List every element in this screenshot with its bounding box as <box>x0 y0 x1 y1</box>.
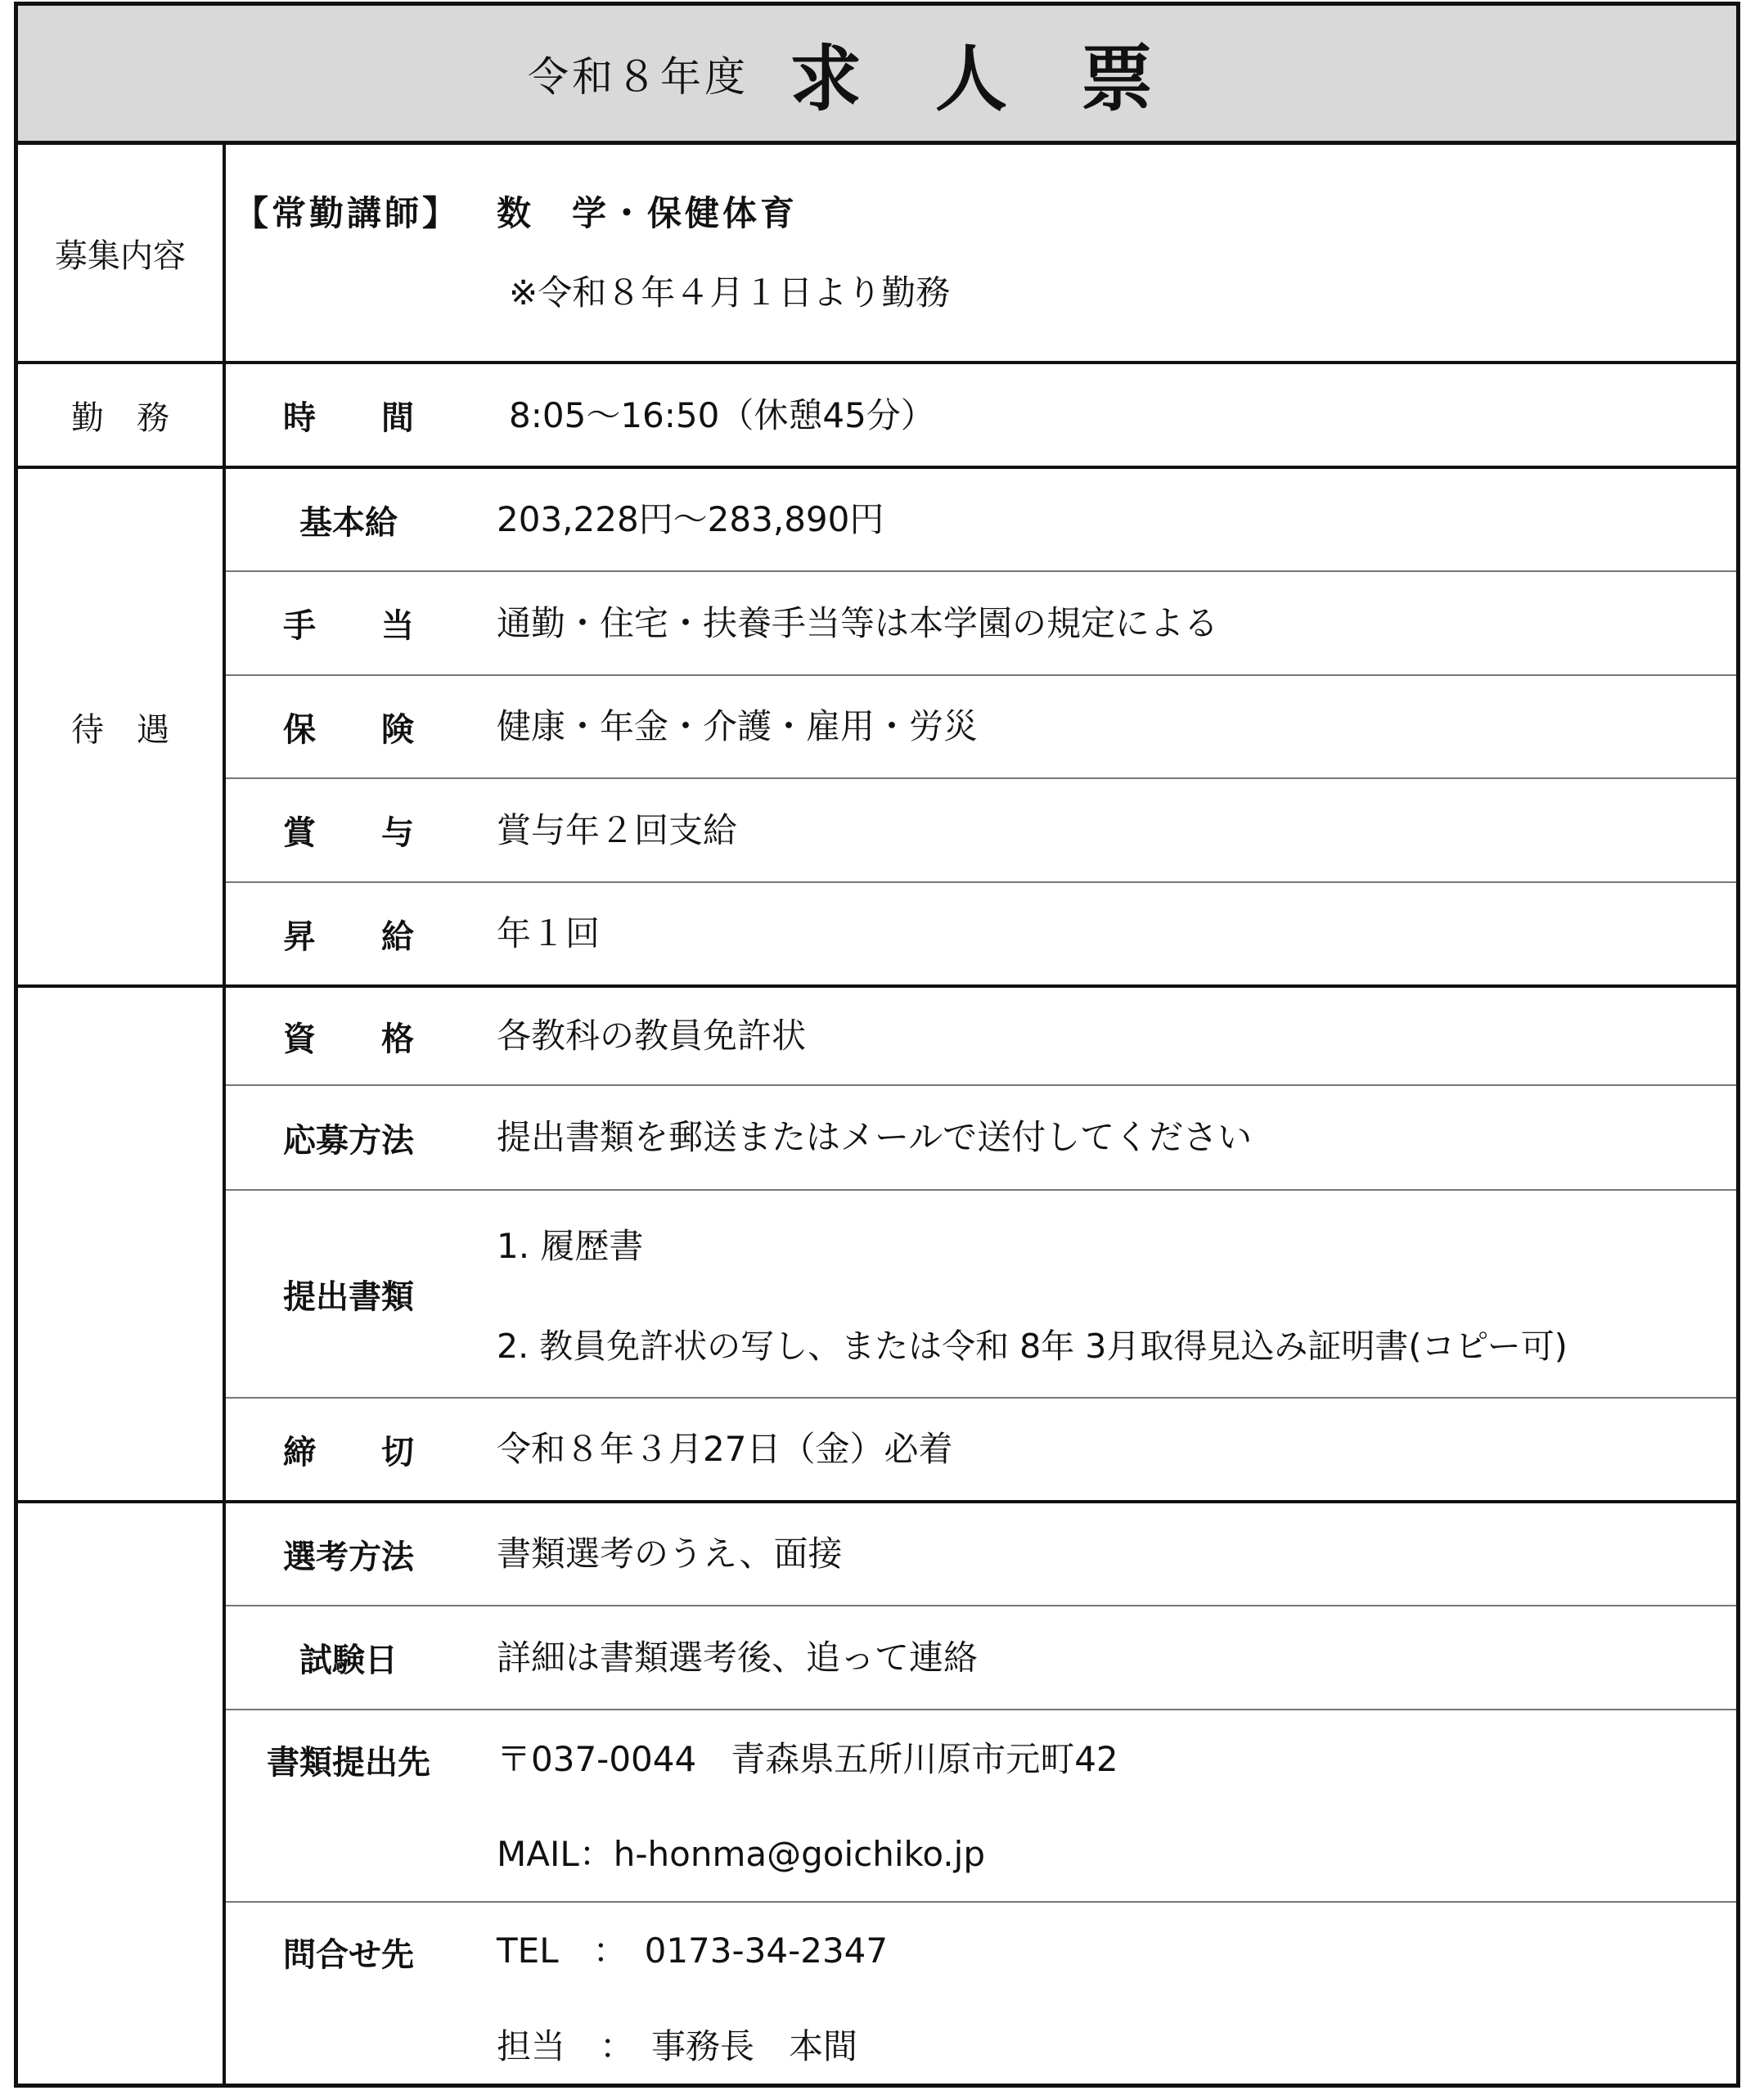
base-salary-value: 203,228円～283,890円 <box>497 499 884 539</box>
apply-method-value: 提出書類を郵送またはメールで送付してください <box>497 1117 1253 1157</box>
document-item: 1. 履歴書 <box>497 1226 644 1266</box>
deadline-label: 締 切 <box>283 1433 414 1471</box>
bonus-value: 賞与年２回支給 <box>497 810 738 850</box>
submit-address: 〒037-0044 青森県五所川原市元町42 <box>497 1739 1118 1779</box>
document-item: 2. 教員免許状の写し、または令和 8年 3月取得見込み証明書(コピー可) <box>497 1327 1568 1366</box>
exam-date-value: 詳細は書類選考後、追って連絡 <box>497 1638 979 1678</box>
insurance-value: 健康・年金・介護・雇用・労災 <box>497 706 979 746</box>
position-type: 【常勤講師】 <box>234 193 461 233</box>
documents-label: 提出書類 <box>283 1277 414 1316</box>
work-category: 勤 務 <box>71 399 169 437</box>
start-date-note: ※令和８年４月１日より勤務 <box>509 273 951 313</box>
deadline-value: 令和８年３月27日（金）必着 <box>497 1429 953 1469</box>
selection-method-value: 書類選考のうえ、面接 <box>497 1534 843 1574</box>
qualification-value: 各教科の教員免許状 <box>497 1016 807 1056</box>
submit-email: MAIL：h-honma@goichiko.jp <box>497 1834 985 1874</box>
contact-tel: TEL ： 0173-34-2347 <box>497 1931 889 1971</box>
insurance-label: 保 険 <box>283 710 414 749</box>
contact-label: 問合せ先 <box>283 1935 414 1974</box>
fiscal-year: 令和８年度 <box>527 52 749 101</box>
treatment-category: 待 遇 <box>71 710 169 749</box>
raise-value: 年１回 <box>497 913 601 953</box>
apply-method-label: 応募方法 <box>283 1121 414 1160</box>
contact-person: 担当 ： 事務長 本間 <box>497 2026 858 2066</box>
qualification-label: 資 格 <box>283 1020 414 1058</box>
page-title: 求人票 <box>789 36 1226 121</box>
base-salary-label: 基本給 <box>299 503 398 542</box>
raise-label: 昇 給 <box>283 917 414 956</box>
submit-to-label: 書類提出先 <box>267 1743 430 1782</box>
allowance-label: 手 当 <box>283 607 414 645</box>
exam-date-label: 試験日 <box>299 1642 398 1679</box>
recruitment-category: 募集内容 <box>55 237 186 275</box>
work-hours-label: 時 間 <box>283 399 414 437</box>
selection-method-label: 選考方法 <box>283 1538 414 1576</box>
subjects: 数 学・保健体育 <box>497 193 799 233</box>
allowance-value: 通勤・住宅・扶養手当等は本学園の規定による <box>497 603 1219 643</box>
bonus-label: 賞 与 <box>283 814 414 852</box>
job-posting-sheet <box>14 2 1740 2088</box>
title-bar <box>18 6 1736 145</box>
work-hours-value: 8:05～16:50（休憩45分） <box>509 395 935 435</box>
